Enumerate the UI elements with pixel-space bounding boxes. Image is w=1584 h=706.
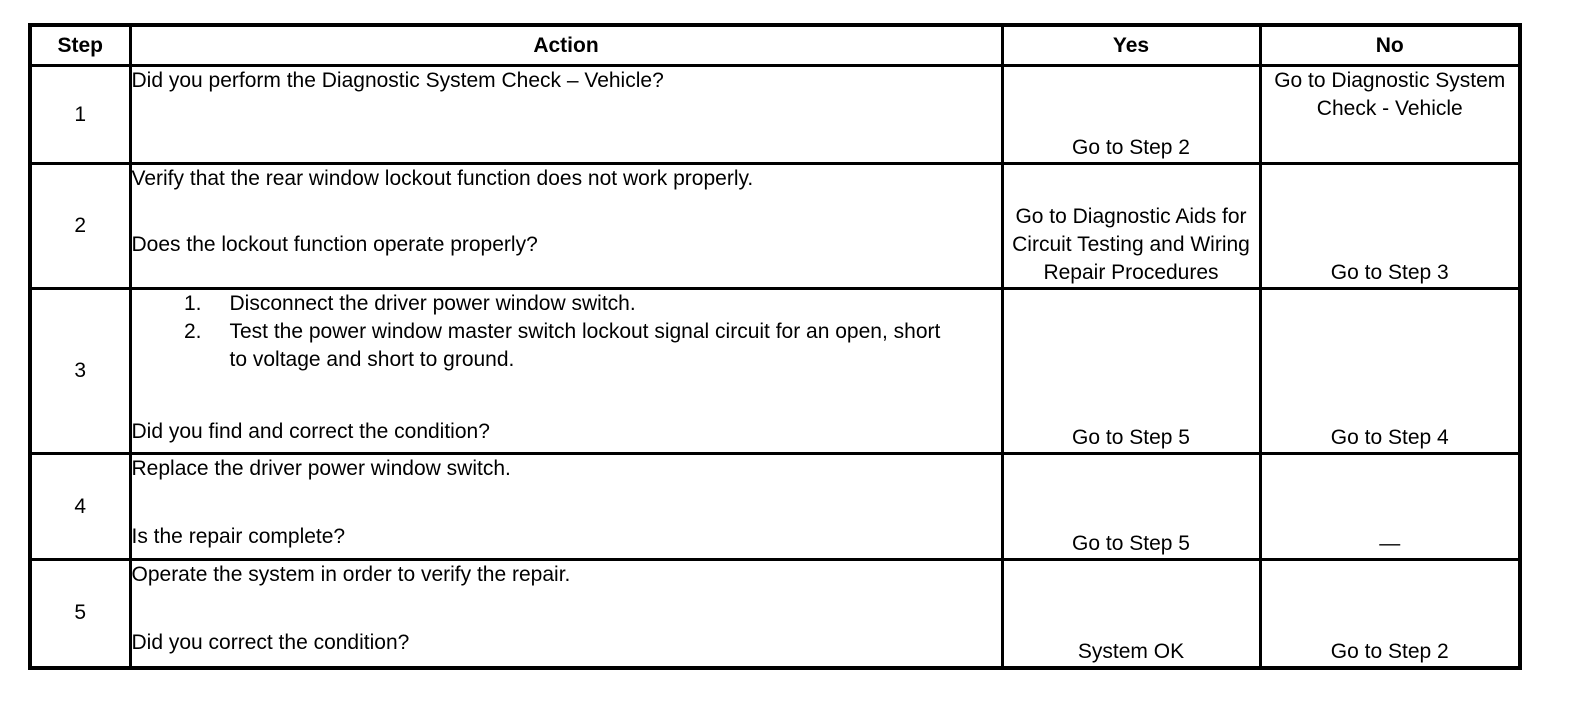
- substep-number: 2.: [183, 320, 202, 343]
- diagnostic-table: [28, 23, 1522, 670]
- action-cell: [130, 66, 1002, 164]
- no-cell: Go to Step 4: [1260, 289, 1520, 454]
- header-row: [30, 25, 1520, 66]
- no-cell: Go to Step 3: [1260, 164, 1520, 289]
- action-cell: [130, 164, 1002, 289]
- action-question: Did you find and correct the condition?: [131, 420, 490, 443]
- no-cell: Go to Step 2: [1260, 560, 1520, 668]
- action-cell: [130, 454, 1002, 560]
- action-question: Did you correct the condition?: [131, 631, 410, 654]
- step-number: 4: [30, 454, 130, 560]
- header-no: No: [1260, 25, 1520, 66]
- action-text: Did you perform the Diagnostic System Check – Vehicle?: [131, 69, 664, 92]
- no-cell: —: [1260, 454, 1520, 560]
- action-question: Does the lockout function operate properly?: [131, 233, 538, 256]
- substep-number: 1.: [183, 292, 202, 315]
- yes-cell: System OK: [1002, 560, 1260, 668]
- substep-list: [132, 290, 1001, 374]
- step-number: 2: [30, 164, 130, 289]
- table-row: [30, 454, 1520, 560]
- action-text: Operate the system in order to verify the repair.: [131, 563, 571, 586]
- no-cell: Go to Diagnostic System Check - Vehicle: [1260, 66, 1520, 164]
- substep-text: Test the power window master switch lockout signal circuit for an open, short to voltage and short to ground.: [229, 320, 941, 371]
- table-row: [30, 289, 1520, 454]
- action-cell: [130, 560, 1002, 668]
- step-number: 3: [30, 289, 130, 454]
- table-row: [30, 66, 1520, 164]
- list-item: [132, 290, 1001, 318]
- action-question: Is the repair complete?: [131, 525, 346, 548]
- header-action: Action: [130, 25, 1002, 66]
- substep-text: Disconnect the driver power window switch.: [229, 292, 636, 315]
- step-number: 1: [30, 66, 130, 164]
- yes-cell: Go to Step 2: [1002, 66, 1260, 164]
- yes-cell: Go to Diagnostic Aids for Circuit Testing and Wiring Repair Procedures: [1002, 164, 1260, 289]
- step-number: 5: [30, 560, 130, 668]
- action-text: Replace the driver power window switch.: [131, 457, 511, 480]
- list-item: [132, 318, 1001, 374]
- action-text: Verify that the rear window lockout function does not work properly.: [131, 167, 754, 190]
- table-row: [30, 164, 1520, 289]
- action-cell: [130, 289, 1002, 454]
- yes-cell: Go to Step 5: [1002, 454, 1260, 560]
- header-yes: Yes: [1002, 25, 1260, 66]
- table-row: [30, 560, 1520, 668]
- yes-cell: Go to Step 5: [1002, 289, 1260, 454]
- header-step: Step: [30, 25, 130, 66]
